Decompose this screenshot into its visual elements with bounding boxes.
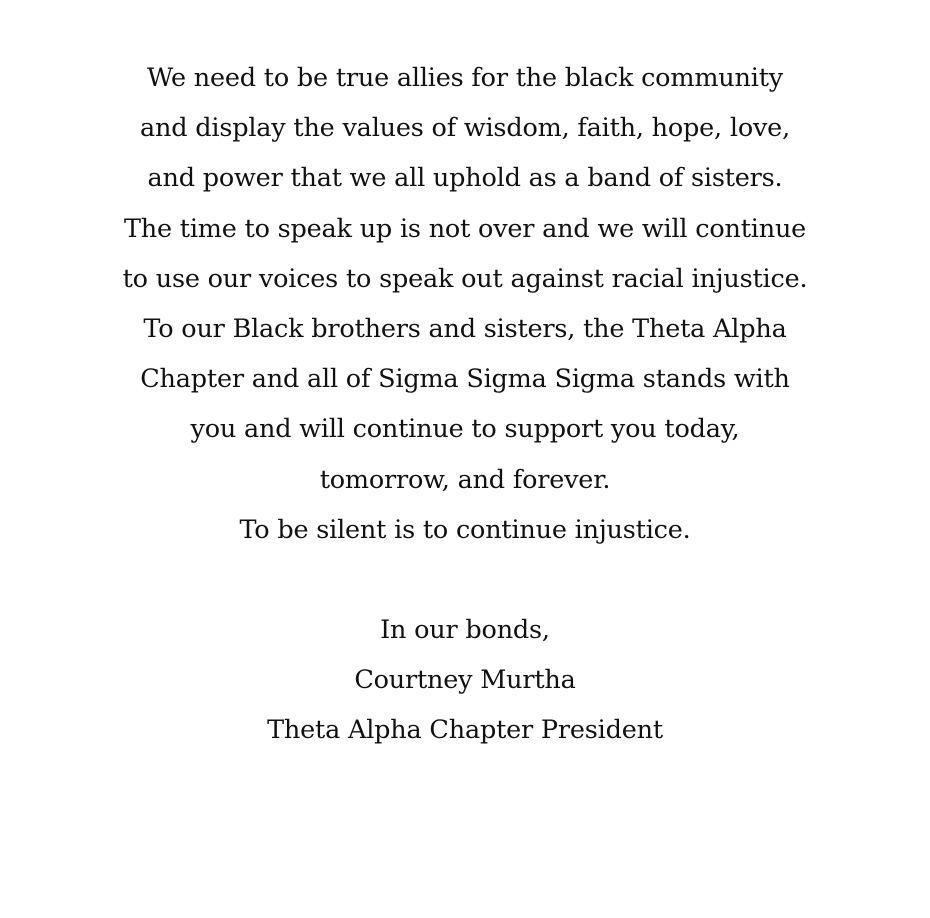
statement-line: and power that we all uphold as a band of sisters.: [147, 163, 783, 194]
statement-line: To our Black brothers and sisters, the Theta Alpha: [143, 313, 787, 344]
statement-line: tomorrow, and forever.: [319, 464, 611, 495]
statement-line: We need to be true allies for the black community: [147, 63, 783, 93]
statement-line: you and will continue to support you today,: [190, 414, 740, 445]
closing-salutation: In our bonds,: [380, 615, 550, 646]
paragraph-gap: [0, 555, 930, 605]
statement-line: Chapter and all of Sigma Sigma Sigma stands with: [140, 364, 790, 395]
statement-line: The time to speak up is not over and we will continue: [123, 213, 807, 244]
signer-name: Courtney Murtha: [354, 665, 576, 696]
statement-line: to use our voices to speak out against racial injustice.: [122, 263, 808, 294]
statement-body: [0, 53, 930, 756]
signer-title: Theta Alpha Chapter President: [267, 715, 663, 746]
statement-line: To be silent is to continue injustice.: [239, 514, 691, 545]
statement-line: and display the values of wisdom, faith, hope, love,: [140, 113, 790, 144]
